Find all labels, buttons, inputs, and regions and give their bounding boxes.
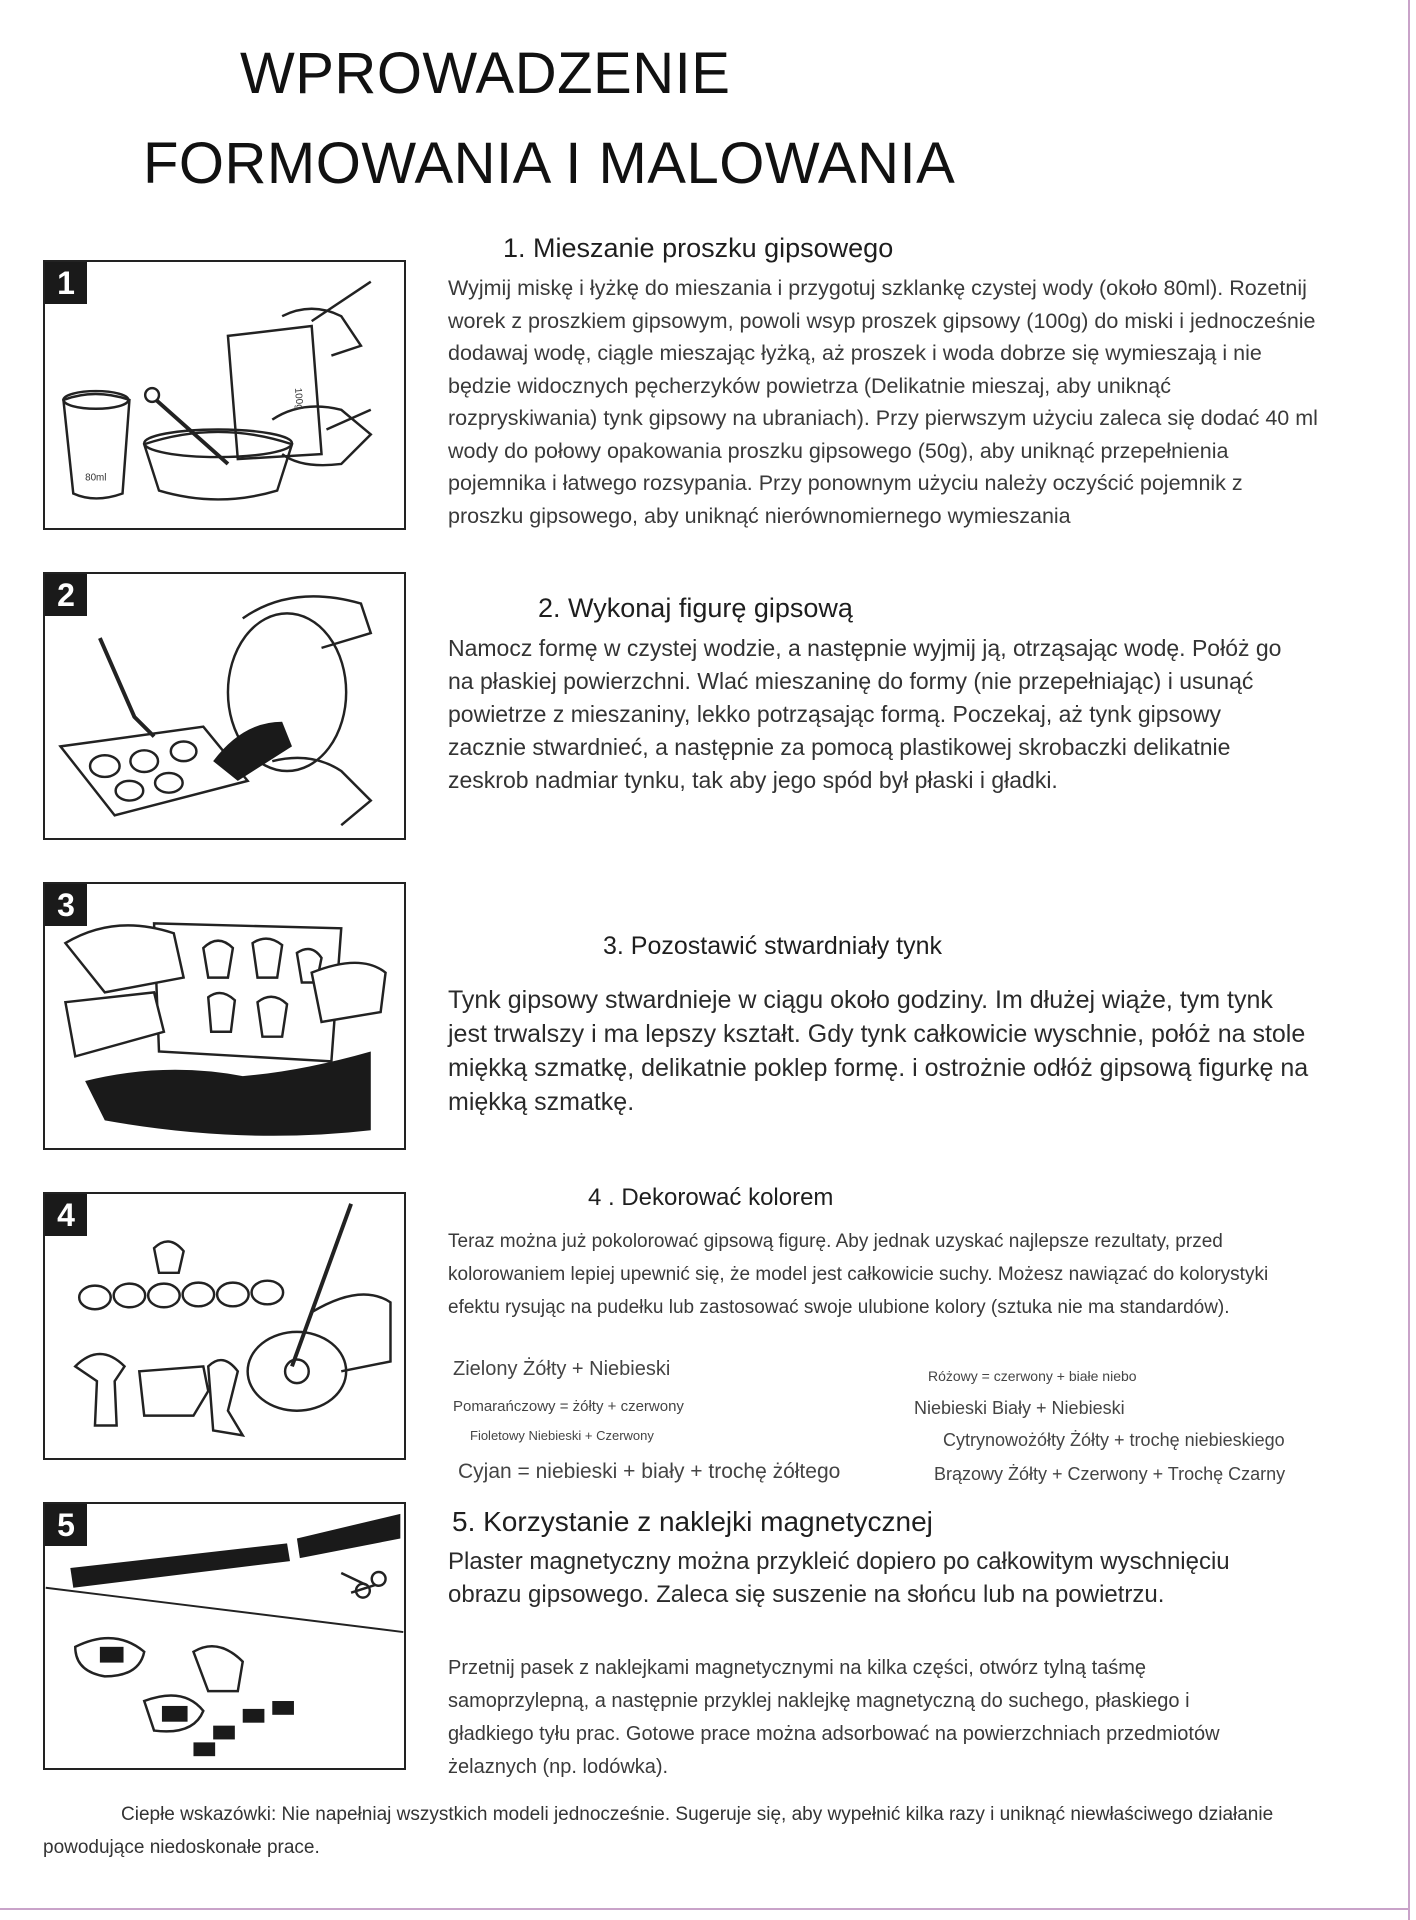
mold-tray-icon (154, 923, 341, 1061)
section-3-heading: 3. Pozostawić stwardniały tynk (603, 932, 943, 960)
section-5-text: Przetnij pasek z naklejkami magnetycznymi na kilka części, otwórz tylną taśmę samoprzylepną, a następnie przyklej naklejkę magnetyczną do suchego, płaskiego i gładkiego tyłu prac. Gotowe prace można adsorbować na powierzchniach przedmiotów żelaznych (np. lodówka). (448, 1657, 1220, 1778)
mold-tray-icon (60, 727, 247, 816)
section-2-text: Namocz formę w czystej wodzie, a następnie wyjmij ją, otrząsając wodę. Połóż go na płaskiej powierzchni. Wlać mieszaninę do formy (nie przepełniając) i usunąć powietrze z mieszaniny, lekko potrząsając formą. Poczekaj, aż tynk gipsowy zacznie stwardnieć, a następnie za pomocą plastikowej skrobaczki delikatnie zeskrob nadmiar tynku, tak aby jego spód był płaski i gładki. (448, 635, 1282, 793)
pouring-illustration (45, 574, 404, 838)
warm-tips: Ciepłe wskazówki: Nie napełniaj wszystkich modeli jednocześnie. Sugeruje się, aby wypełnić kilka razy i uniknąć niewłaściwego działanie powodujące niedoskonałe prace. (43, 1804, 1274, 1858)
color-green: Zielony Żółty + Niebieski (453, 1358, 671, 1380)
mixing-illustration (45, 262, 404, 528)
cloth-icon (85, 1051, 371, 1135)
color-orange: Pomarańczowy = żółty + czerwony (453, 1398, 684, 1415)
demolding-illustration (45, 884, 404, 1148)
step-3-badge: 3 (45, 884, 87, 926)
section-4-text: Teraz można już pokolorować gipsową figurę. Aby jednak uzyskać najlepsze rezultaty, przed kolorowaniem lepiej upewnić się, że model jest całkowicie suchy. Możesz nawiązać do kolorystyki efektu rysując na pudełku lub zastosować swoje ulubione kolory (sztuka nie ma standardów). (448, 1231, 1269, 1318)
page-border-right (1408, 0, 1410, 1920)
step-4-illustration (43, 1192, 406, 1460)
section-3-text: Tynk gipsowy stwardnieje w ciągu około godziny. Im dłużej wiąże, tym tynk jest trwalszy i ma lepszy kształt. Gdy tynk całkowicie wyschnie, połóż na stole miękką szmatkę, delikatnie poklep formę. i ostrożnie odłóż gipsową figurkę na miękką szmatkę. (448, 986, 1309, 1116)
page-title-line-1: WPROWADZENIE (240, 41, 731, 106)
page-title-line-2: FORMOWANIA I MALOWANIA (143, 131, 956, 196)
section-5-heading: 5. Korzystanie z naklejki magnetycznej (452, 1506, 933, 1537)
section-1-heading: 1. Mieszanie proszku gipsowego (503, 233, 894, 263)
figurine-icon (154, 1241, 184, 1272)
mixing-bowl-icon (144, 432, 292, 499)
painting-illustration (45, 1194, 404, 1458)
page-border-bottom (0, 1908, 1410, 1910)
scraper-icon (100, 638, 154, 737)
color-pink: Różowy = czerwony + białe niebo (928, 1368, 1137, 1384)
step-1-badge: 1 (45, 262, 87, 304)
step-2-illustration (43, 572, 406, 840)
color-lemon: Cytrynowożółty Żółty + trochę niebieskiego (943, 1430, 1285, 1450)
step-1-illustration (43, 260, 406, 530)
section-2-heading: 2. Wykonaj figurę gipsową (538, 593, 853, 623)
color-mixing-guide (448, 1356, 1348, 1496)
hand-icon (243, 596, 371, 647)
section-1-text: Wyjmij miskę i łyżkę do mieszania i przygotuj szklankę czystej wody (około 80ml). Rozetnij worek z proszkiem gipsowym, powoli wsyp proszek gipsowy (100g) do miski i jednocześnie dodawaj wodę, ciągle mieszając łyżką, aż proszek i woda dobrze się wymieszają i nie będzie widocznych pęcherzyków powietrza (Delikatnie mieszaj, aby uniknąć rozpryskiwania) tynk gipsowy na ubraniach). Przy pierwszym użyciu zaleca się dodać 40 ml wody do połowy opakowania proszku gipsowego (50g), aby uniknąć przepełnienia pojemnika i łatwego rozsypania. Przy ponownym użyciu należy oczyścić pojemnik z proszku gipsowego, aby uniknąć nierównomiernego wymieszania (448, 276, 1318, 528)
color-light-blue: Niebieski Biały + Niebieski (914, 1398, 1125, 1418)
step-3-illustration (43, 882, 406, 1150)
step-5-badge: 5 (45, 1504, 87, 1546)
magnetic-strip-icon (70, 1543, 290, 1587)
flower-figurine-icon (248, 1332, 347, 1411)
color-purple: Fioletowy Niebieski + Czerwony (470, 1428, 654, 1443)
section-5-text-large: Plaster magnetyczny można przykleić dopiero po całkowitym wyschnięciu obrazu gipsowego. Zaleca się suszenie na słońcu lub na powietrzu. (448, 1548, 1230, 1608)
step-4-badge: 4 (45, 1194, 87, 1236)
bag-label: 100g (291, 387, 305, 411)
mushroom-figurine-icon (75, 1354, 124, 1425)
step-2-badge: 2 (45, 574, 87, 616)
step-5-illustration (43, 1502, 406, 1770)
color-brown: Brązowy Żółty + Czerwony + Trochę Czarny (934, 1464, 1286, 1484)
cup-label: 80ml (85, 472, 107, 484)
hand-icon (312, 1294, 391, 1371)
section-4-heading: 4 . Dekorować kolorem (588, 1184, 834, 1211)
color-cyan: Cyjan = niebieski + biały + trochę żółtego (458, 1460, 841, 1483)
magnet-illustration (45, 1504, 404, 1768)
paintbrush-icon (292, 1204, 351, 1367)
